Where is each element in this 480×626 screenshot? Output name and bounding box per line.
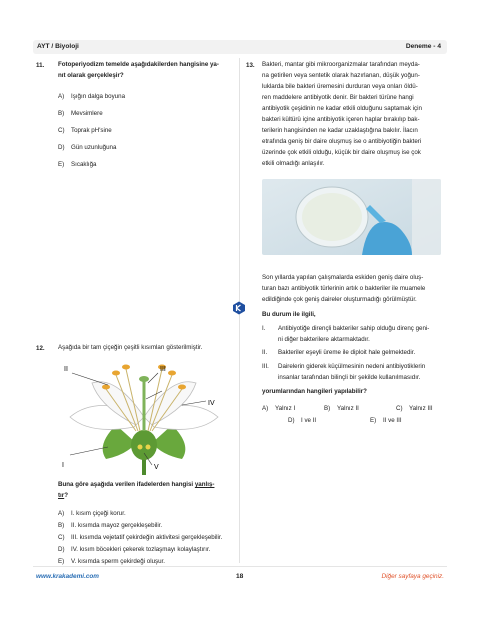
- q11-option-b[interactable]: B) Mevsimlere: [58, 110, 103, 117]
- ovary: [131, 430, 157, 460]
- question-11-stem-line1: Fotoperiyodizm temelde aşağıdakilerden hangisine ya-: [58, 61, 219, 68]
- q13-para2-line2: turan bazı antibiyotik türlerinin artık o bakteriler ile muamele: [262, 285, 426, 292]
- footer-divider: [33, 566, 447, 567]
- culture-medium: [302, 193, 362, 241]
- q13-statement-i-line1: Antibiyotiğe dirençli bakteriler sahip olduğu direnç geni-: [278, 325, 430, 332]
- exam-title: Deneme - 4: [405, 43, 441, 50]
- q13-para1-line9: üzerinde çok etkili olduğu, küçük bir daire oluşmuş ise çok: [262, 149, 421, 156]
- q13-para1-line3: luklarda bile bakteri üremesini durduran veya onları öldü-: [262, 83, 418, 90]
- q13-lead: Bu durum ile ilgili,: [262, 311, 316, 318]
- next-page-note: Diğer sayfaya geçiniz.: [381, 573, 444, 580]
- q13-para1-line5: antibiyotik çeşidinin ne kadar etkili olduğunu saptamak için: [262, 105, 422, 112]
- question-12-number: 12.: [36, 345, 45, 352]
- q12-option-a[interactable]: A) I. kısım çiçeği korur.: [58, 510, 126, 517]
- q12-option-d[interactable]: D) IV. kısım böcekleri çekerek tozlaşmayı kolaylaştırır.: [58, 546, 211, 553]
- label-line-iii: [148, 373, 158, 383]
- q11-option-e[interactable]: E) Sıcaklığa: [58, 161, 97, 168]
- question-13-number: 13.: [246, 62, 255, 69]
- q13-statement-iii-num: III.: [262, 363, 269, 370]
- q13-para2-line1: Son yıllarda yapılan çalışmalarda eskiden geniş daire oluş-: [262, 274, 424, 281]
- q12-option-c[interactable]: C) III. kısımda vejetatif çekirdeğin aktivitesi gerçekleşebilir.: [58, 534, 223, 541]
- question-11-stem-line2: nıt olarak gerçekleşir?: [58, 72, 124, 79]
- q13-para2-line3: edildiğinde çok geniş daireler oluşturmadığı görülmüştür.: [262, 296, 417, 303]
- antibiotic-lab-photo: [262, 179, 441, 255]
- question-12-prompt-line1: Buna göre aşağıda verilen ifadelerden hangisi yanlış-: [58, 481, 215, 488]
- q13-statement-i-num: I.: [262, 325, 266, 332]
- q13-statement-ii-line1: Bakteriler eşeyli üreme ile diploit hale gelmektedir.: [278, 349, 416, 356]
- anther-6: [178, 385, 186, 390]
- q13-option-c[interactable]: C) Yalnız III: [396, 405, 433, 412]
- sepal-left: [103, 425, 136, 459]
- label-ii: II: [64, 366, 68, 373]
- label-iv: IV: [208, 400, 215, 407]
- label-line-i: [70, 447, 108, 455]
- question-12-prompt-line2: tır?: [58, 492, 68, 499]
- logo-hexagon: [233, 302, 245, 315]
- q13-option-e[interactable]: E) II ve III: [370, 417, 402, 424]
- footer-website-link[interactable]: www.krakademi.com: [36, 573, 99, 580]
- q13-question: yorumlarından hangileri yapılabilir?: [262, 388, 367, 395]
- subject-title: AYT / Biyoloji: [37, 43, 79, 50]
- anther-5: [102, 385, 110, 390]
- q13-option-b[interactable]: B) Yalnız II: [324, 405, 359, 412]
- anther-2: [122, 365, 130, 370]
- q13-para1-line2: na getirilen veya sentetik olarak hazırlanan, düşük yoğun-: [262, 72, 420, 79]
- q13-para1-line7: terilerin hangisinden ne kadar uzaklaştığına bakılır. İlacın: [262, 127, 418, 134]
- page-header: [33, 40, 447, 54]
- q13-option-a[interactable]: A) Yalnız I: [262, 405, 296, 412]
- stigma: [139, 376, 149, 382]
- question-11-number: 11.: [36, 62, 45, 69]
- q13-statement-ii-num: II.: [262, 349, 268, 356]
- q13-option-d[interactable]: D) I ve II: [288, 417, 317, 424]
- label-iii: III: [160, 366, 166, 373]
- page-number: 18: [236, 573, 244, 580]
- label-v: V: [154, 464, 159, 471]
- q11-option-c[interactable]: C) Toprak pH'sine: [58, 127, 112, 134]
- flower-diagram: [56, 355, 226, 475]
- q13-para1-line8: etrafında geniş bir daire oluşmuş ise o antibiyotiğin bakteri: [262, 138, 422, 145]
- q11-option-a[interactable]: A) Işığın dalga boyuna: [58, 93, 126, 100]
- q13-para1-line4: ren maddelere antibiyotik denir. Bir bakteri türüne hangi: [262, 94, 414, 101]
- q13-statement-iii-line2: insanlar tarafından bilinçli bir şekilde kullanılmasıdır.: [278, 374, 421, 381]
- label-i: I: [62, 462, 64, 469]
- question-12-stem: Aşağıda bir tam çiçeğin çeşitli kısımları gösterilmiştir.: [58, 344, 203, 351]
- q12-option-e[interactable]: E) V. kısımda sperm çekirdeği oluşur.: [58, 558, 165, 565]
- q13-statement-iii-line1: Dairelerin giderek küçülmesinin nedeni antibiyotiklerin: [278, 363, 426, 370]
- q13-statement-i-line2: ni diğer bakterilere aktarmaktadır.: [278, 336, 370, 343]
- anther-1: [112, 371, 120, 376]
- label-line-iv: [182, 401, 206, 405]
- q11-option-d[interactable]: D) Gün uzunluğuna: [58, 144, 117, 151]
- q13-para1-line10: etkili olmadığı anlaşılır.: [262, 160, 325, 167]
- sepal-right: [152, 425, 185, 459]
- label-line-ii: [72, 373, 108, 385]
- publisher-logo-icon: [232, 301, 246, 315]
- q12-option-b[interactable]: B) II. kısımda mayoz gerçekleşebilir.: [58, 522, 163, 529]
- lab-bench: [412, 179, 441, 255]
- ovule-2: [146, 445, 151, 450]
- q13-para1-line6: bakteri kültürü içine antibiyotik içeren haplar bırakılıp bak-: [262, 116, 420, 123]
- anther-4: [168, 371, 176, 376]
- q13-para1-line1: Bakteri, mantar gibi mikroorganizmalar tarafından meyda-: [262, 61, 420, 68]
- ovule-1: [138, 445, 143, 450]
